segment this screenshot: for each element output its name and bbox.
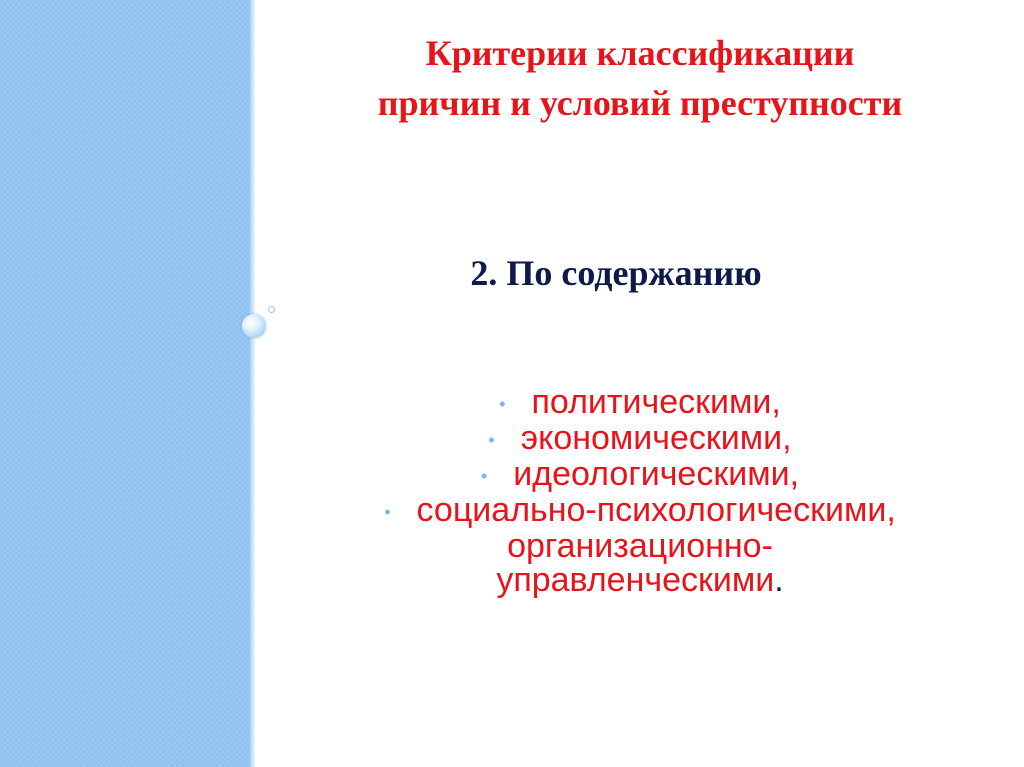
decorative-bubble-large: [242, 314, 266, 338]
bullet-dot-icon: •: [499, 394, 506, 415]
list-item: [280, 385, 1000, 421]
list-item-text: организационно-: [507, 527, 773, 566]
list-item-text: социально-психологическими,: [416, 491, 896, 530]
list-item-period: .: [774, 561, 784, 600]
list-item: [280, 421, 1000, 457]
list-item: [280, 527, 1000, 566]
list-item-text: управленческими: [496, 561, 775, 600]
decorative-bubble-small: [268, 306, 275, 313]
bullet-dot-icon: •: [480, 466, 488, 487]
list-item-text: политическими,: [531, 383, 781, 421]
list-item: [280, 493, 1000, 529]
slide-title-line-1: Критерии классификации: [425, 33, 855, 73]
section-heading: 2. По содержанию: [470, 253, 762, 293]
decorative-divider-line: [250, 0, 255, 767]
slide-title: [280, 28, 1000, 128]
list-item: [280, 561, 1000, 600]
list-item: [280, 457, 1000, 493]
decorative-side-panel: [0, 0, 253, 767]
bullet-dot-icon: •: [384, 502, 391, 523]
bullet-dot-icon: •: [488, 430, 495, 451]
list-item-text: экономическими,: [520, 419, 792, 458]
criteria-list: [280, 383, 1000, 600]
list-item-text: идеологическими,: [513, 455, 800, 494]
slide-title-line-2: причин и условий преступности: [377, 83, 903, 123]
